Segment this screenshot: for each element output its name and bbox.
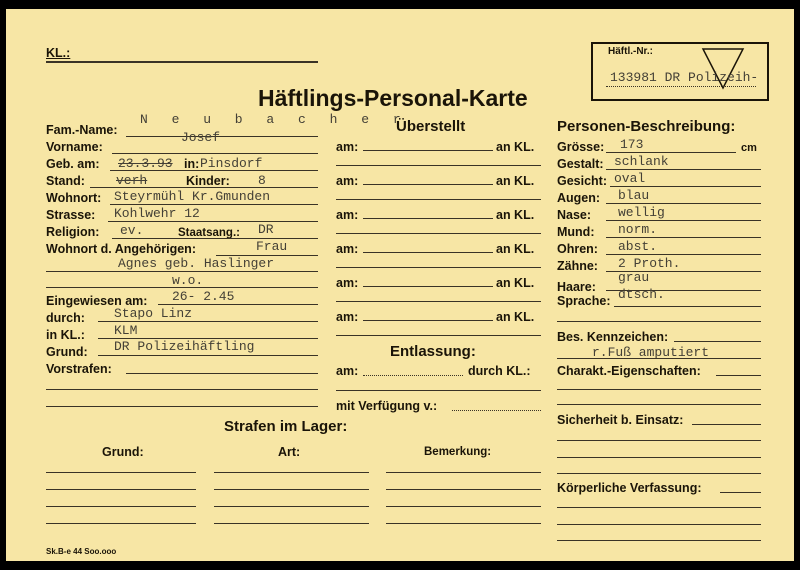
strafen-bem-line-2 (386, 489, 541, 490)
ueberstellt-am-1: am: (336, 140, 359, 154)
augen-value: blau (618, 188, 650, 203)
ueberstellt-sep-4 (336, 267, 541, 268)
durch-line (98, 321, 318, 322)
strafen-grund-line-4 (46, 523, 196, 524)
fam-name-label: Fam.-Name: (46, 123, 118, 137)
sprache-label: Sprache: (557, 294, 611, 308)
ueberstellt-sep-3 (336, 233, 541, 234)
vorname-line (112, 153, 318, 154)
kinder-value: 8 (258, 173, 266, 188)
geb-label: Geb. am: (46, 157, 100, 171)
vorstrafen-label: Vorstrafen: (46, 362, 112, 376)
angehoerige-value-2: Agnes geb. Haslinger (118, 256, 275, 271)
prisoner-number-value: 133981 DR Polizeih- (610, 70, 759, 85)
geb-line (110, 170, 318, 171)
groesse-line (606, 152, 736, 153)
religion-value: ev. (120, 223, 144, 238)
religion-label: Religion: (46, 225, 100, 239)
sprache-value: dtsch. (618, 287, 665, 302)
ueberstellt-am-4: am: (336, 242, 359, 256)
strafen-art-line-3 (214, 506, 369, 507)
nase-value: wellig (618, 205, 665, 220)
ueberstellt-line-2 (363, 184, 493, 185)
ohren-label: Ohren: (557, 242, 598, 256)
grund-label: Grund: (46, 345, 88, 359)
religion-line (112, 238, 318, 239)
sicherheit-line-2 (557, 440, 761, 441)
ueberstellt-sep-5 (336, 301, 541, 302)
strafen-art-line-4 (214, 523, 369, 524)
vorstrafen-line-3 (46, 406, 318, 407)
kennzeichen-value: r.Fuß amputiert (592, 345, 710, 360)
strafen-bemerkung-header: Bemerkung: (424, 446, 492, 458)
sicherheit-line-3 (557, 457, 761, 458)
prisoner-number-line (606, 86, 756, 87)
print-code: Sk.B-e 44 Soo.ooo (46, 547, 117, 556)
gesicht-line (610, 186, 761, 187)
sprache-line (614, 306, 761, 307)
strasse-label: Strasse: (46, 208, 96, 222)
entlassung-sep (336, 390, 541, 391)
fam-name-line (126, 136, 318, 137)
vorname-label: Vorname: (46, 140, 103, 154)
ueberstellt-ankl-4: an KL. (496, 242, 535, 256)
koerper-label: Körperliche Verfassung: (557, 481, 702, 495)
prisoner-record-card (6, 9, 794, 561)
strafen-title: Strafen im Lager: (224, 418, 348, 435)
vorname-value: Josef (181, 130, 221, 145)
grund-line (98, 355, 318, 356)
sicherheit-label: Sicherheit b. Einsatz: (557, 413, 684, 427)
fam-name-value: N e u b a c h e r (140, 112, 409, 127)
durch-value: Stapo Linz (114, 306, 193, 321)
beschreibung-title: Personen-Beschreibung: (557, 118, 736, 135)
eingewiesen-value: 26- 2.45 (172, 289, 235, 304)
wohnort-label: Wohnort: (46, 191, 102, 205)
strafen-grund-header: Grund: (102, 445, 144, 459)
ohren-line (606, 254, 761, 255)
augen-label: Augen: (557, 191, 601, 205)
nase-label: Nase: (557, 208, 592, 222)
in-label: in: (184, 157, 200, 171)
angehoerige-label: Wohnort d. Angehörigen: (46, 242, 196, 256)
nase-line (606, 220, 761, 221)
ueberstellt-am-5: am: (336, 276, 359, 290)
groesse-unit: cm (741, 142, 757, 154)
charakt-label: Charakt.-Eigenschaften: (557, 364, 701, 378)
grund-value: DR Polizeihäftling (114, 339, 255, 354)
strafen-bem-line-4 (386, 523, 541, 524)
ueberstellt-am-6: am: (336, 310, 359, 324)
groesse-value: 173 (620, 137, 644, 152)
gestalt-line (606, 169, 761, 170)
inkl-value: KLM (114, 323, 138, 338)
ueberstellt-ankl-3: an KL. (496, 208, 535, 222)
ueberstellt-ankl-1: an KL. (496, 140, 535, 154)
gestalt-value: schlank (614, 154, 669, 169)
kennzeichen-line-2 (557, 358, 761, 359)
strafen-grund-line-2 (46, 489, 196, 490)
kl-label: KL.: (46, 46, 71, 60)
kennzeichen-label: Bes. Kennzeichen: (557, 330, 669, 344)
beschreibung-sep (557, 321, 761, 322)
strafen-art-line-1 (214, 472, 369, 473)
durch-label: durch: (46, 311, 85, 325)
ohren-value: abst. (618, 239, 658, 254)
angehoerige-line-3 (46, 287, 318, 288)
koerper-line-2 (557, 507, 761, 508)
verfuegung-label: mit Verfügung v.: (336, 399, 438, 413)
angehoerige-value-1: Frau (256, 239, 288, 254)
vorstrafen-line-2 (46, 389, 318, 390)
ueberstellt-am-3: am: (336, 208, 359, 222)
charakt-line-3 (557, 404, 761, 405)
stand-label: Stand: (46, 174, 85, 188)
groesse-label: Grösse: (557, 140, 605, 154)
staatsang-label: Staatsang.: (178, 227, 240, 239)
angehoerige-line-2 (46, 271, 318, 272)
entlassung-durch-label: durch KL.: (468, 364, 531, 378)
stand-line (90, 187, 318, 188)
ueberstellt-am-2: am: (336, 174, 359, 188)
ueberstellt-title: Überstellt (396, 118, 466, 135)
gesicht-value: oval (614, 171, 646, 186)
zaehne-label: Zähne: (557, 259, 598, 273)
verfuegung-line (452, 410, 541, 411)
ueberstellt-sep-1 (336, 165, 541, 166)
eingewiesen-label: Eingewiesen am: (46, 294, 148, 308)
mund-label: Mund: (557, 225, 595, 239)
entlassung-title: Entlassung: (390, 343, 476, 360)
vorstrafen-line-1 (126, 373, 318, 374)
kennzeichen-line-1 (674, 341, 761, 342)
haare-label: Haare: (557, 280, 596, 294)
strafen-bem-line-1 (386, 472, 541, 473)
sicherheit-line-1 (692, 424, 761, 425)
koerper-line-4 (557, 540, 761, 541)
charakt-line-2 (557, 389, 761, 390)
gesicht-label: Gesicht: (557, 174, 608, 188)
ueberstellt-ankl-6: an KL. (496, 310, 535, 324)
sicherheit-line-4 (557, 473, 761, 474)
koerper-line-3 (557, 524, 761, 525)
haare-value: grau (618, 270, 650, 285)
ueberstellt-ankl-5: an KL. (496, 276, 535, 290)
wohnort-value: Steyrmühl Kr.Gmunden (114, 189, 271, 204)
mund-line (606, 237, 761, 238)
geb-value: 23.3.93 (118, 156, 173, 171)
strafen-art-header: Art: (278, 445, 301, 459)
strafen-grund-line-3 (46, 506, 196, 507)
prisoner-number-label: Häftl.-Nr.: (608, 46, 653, 57)
ueberstellt-sep-2 (336, 199, 541, 200)
ueberstellt-ankl-2: an KL. (496, 174, 535, 188)
inkl-label: in KL.: (46, 328, 85, 342)
mund-value: norm. (618, 222, 658, 237)
kinder-label: Kinder: (186, 174, 230, 188)
ueberstellt-line-4 (363, 252, 493, 253)
card-title: Häftlings-Personal-Karte (258, 85, 528, 111)
strafen-art-line-2 (214, 489, 369, 490)
charakt-line-1 (716, 375, 761, 376)
entlassung-am-line (363, 375, 463, 376)
strafen-grund-line-1 (46, 472, 196, 473)
gestalt-label: Gestalt: (557, 157, 604, 171)
augen-line (606, 203, 761, 204)
staatsang-value: DR (258, 222, 274, 237)
eingewiesen-line (158, 304, 318, 305)
koerper-line-1 (720, 492, 761, 493)
ueberstellt-line-5 (363, 286, 493, 287)
entlassung-am-label: am: (336, 364, 359, 378)
strasse-value: Kohlwehr 12 (114, 206, 200, 221)
ueberstellt-line-3 (363, 218, 493, 219)
in-value: Pinsdorf (200, 156, 263, 171)
strasse-line (108, 221, 318, 222)
wohnort-line (110, 204, 318, 205)
zaehne-value: 2 Proth. (618, 256, 681, 271)
strafen-bem-line-3 (386, 506, 541, 507)
ueberstellt-line-1 (363, 150, 493, 151)
ueberstellt-line-6 (363, 320, 493, 321)
kl-line (46, 61, 318, 63)
angehoerige-value-3: w.o. (172, 273, 204, 288)
ueberstellt-sep-6 (336, 335, 541, 336)
stand-value: verh (116, 173, 148, 188)
